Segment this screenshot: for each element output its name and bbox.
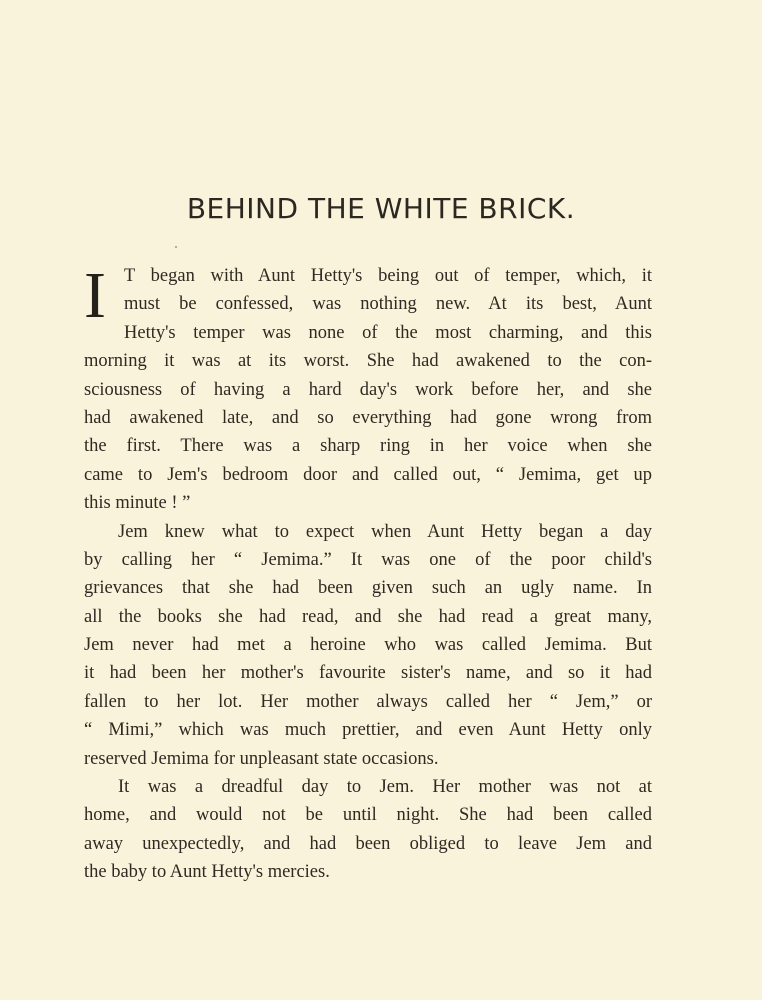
text-line: It was a dreadful day to Jem. Her mother was not at [118, 777, 652, 798]
text-line: the first. There was a sharp ring in her voice when she [84, 436, 652, 457]
text-line: reserved Jemima for unpleasant state occasions. [84, 748, 439, 769]
text-line: morning it was at its worst. She had awakened to the con- [84, 351, 652, 372]
print-speck [175, 246, 177, 248]
text-line: came to Jem's bedroom door and called out, “ Jemima, get up [84, 464, 652, 485]
text-line: all the books she had read, and she had read a great many, [84, 606, 652, 627]
text-line: Jem never had met a heroine who was called Jemima. But [84, 635, 652, 656]
text-line: Hetty's temper was none of the most charming, and this [124, 322, 652, 343]
text-line: this minute ! ” [84, 493, 191, 514]
text-line: by calling her “ Jemima.” It was one of the poor child's [84, 549, 652, 570]
text-line: had awakened late, and so everything had gone wrong from [84, 407, 652, 428]
text-line: grievances that she had been given such an ugly name. In [84, 578, 652, 599]
text-line: Jem knew what to expect when Aunt Hetty began a day [118, 521, 652, 542]
chapter-title: BEHIND THE WHITE BRICK. [186, 192, 576, 225]
text-line: “ Mimi,” which was much prettier, and even Aunt Hetty only [84, 720, 652, 741]
text-line: must be confessed, was nothing new. At its best, Aunt [124, 294, 652, 315]
text-line: it had been her mother's favourite sister's name, and so it had [84, 663, 652, 684]
text-line: T began with Aunt Hetty's being out of temper, which, it [124, 266, 652, 286]
drop-cap: I [84, 259, 106, 332]
text-line: away unexpectedly, and had been obliged to leave Jem and [84, 833, 652, 854]
text-line: sciousness of having a hard day's work before her, and she [84, 379, 652, 400]
body-text [84, 259, 652, 887]
text-line: fallen to her lot. Her mother always called her “ Jem,” or [84, 691, 652, 712]
text-line: the baby to Aunt Hetty's mercies. [84, 862, 330, 883]
text-line: home, and would not be until night. She had been called [84, 805, 652, 826]
